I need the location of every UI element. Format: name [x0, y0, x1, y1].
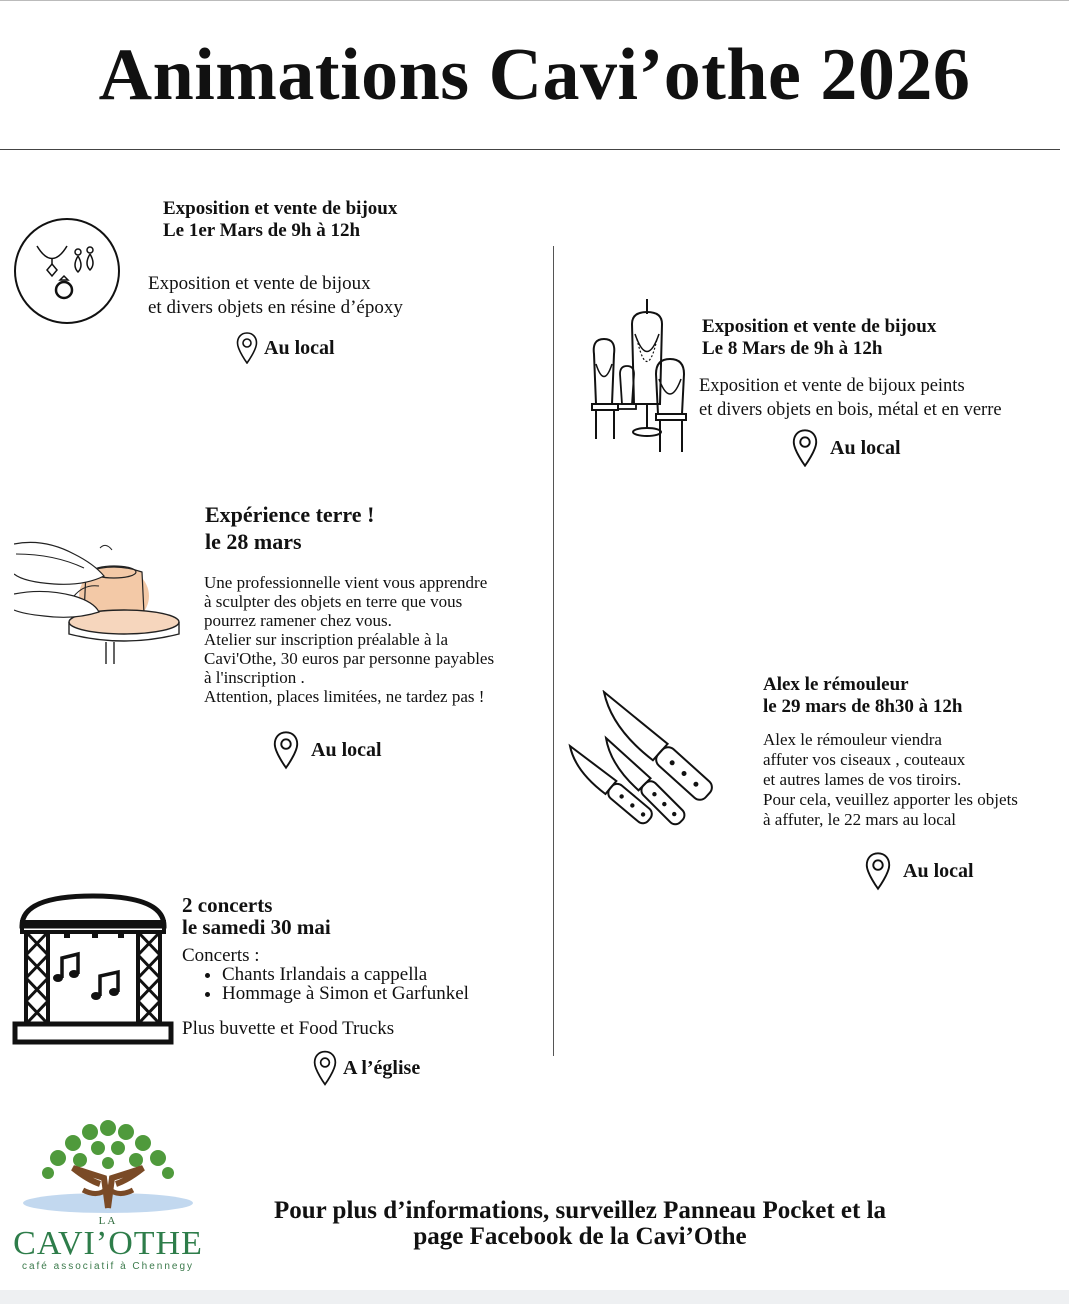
event-terre-location — [273, 730, 382, 770]
event-bijoux2-desc-line: Exposition et vente de bijoux peints — [699, 376, 965, 396]
footer-info — [180, 1198, 980, 1250]
event-bijoux1-desc-line: Exposition et vente de bijoux — [148, 273, 371, 294]
event-concerts-date: le samedi 30 mai — [182, 915, 331, 939]
jewelry-circle-icon — [12, 216, 122, 331]
event-terre-desc-line: Une professionnelle vient vous apprendre — [204, 573, 488, 592]
location-label: Au local — [830, 436, 901, 459]
event-terre-desc — [204, 573, 494, 706]
event-bijoux2-name: Exposition et vente de bijoux — [702, 316, 937, 337]
event-remouleur-title — [763, 674, 963, 718]
location-label: Au local — [903, 859, 974, 882]
event-concerts-title — [182, 894, 331, 938]
event-terre-desc-line: pourrez ramener chez vous. — [204, 611, 392, 630]
event-terre-name: Expérience terre ! — [205, 502, 375, 527]
stage-music-icon — [12, 892, 174, 1052]
tree-hands-logo-icon — [8, 1118, 208, 1218]
event-concerts-desc — [182, 946, 469, 1038]
event-remouleur-location — [865, 851, 974, 891]
top-border — [0, 0, 1069, 1]
center-divider — [553, 246, 554, 1056]
event-remouleur-desc-line: Pour cela, veuillez apporter les objets — [763, 790, 1018, 809]
pottery-wheel-icon — [14, 524, 184, 674]
event-bijoux1-title — [163, 198, 397, 242]
event-bijoux2-date: Le 8 Mars de 9h à 12h — [702, 338, 883, 359]
list-item: • Chants Irlandais a cappella — [222, 965, 469, 984]
map-pin-icon — [865, 851, 891, 891]
bottom-strip — [0, 1290, 1069, 1304]
event-remouleur-name: Alex le rémouleur — [763, 674, 909, 695]
event-remouleur-date: le 29 mars de 8h30 à 12h — [763, 696, 963, 717]
title-divider — [0, 149, 1060, 150]
event-remouleur-desc-line: Alex le rémouleur viendra — [763, 730, 942, 749]
map-pin-icon — [236, 332, 258, 364]
event-bijoux2-desc — [699, 374, 1002, 422]
event-bijoux1-desc — [148, 272, 403, 320]
jewelry-display-icon — [582, 294, 692, 459]
event-terre-desc-line: à l'inscription . — [204, 668, 305, 687]
event-bijoux1-location — [236, 332, 335, 364]
event-terre-desc-line: Attention, places limitées, ne tardez pas ! — [204, 687, 485, 706]
map-pin-icon — [792, 429, 818, 467]
event-concerts-location — [313, 1049, 420, 1087]
event-concerts-extra: Plus buvette et Food Trucks — [182, 1018, 395, 1039]
logo-subtitle: café associatif à Chennegy — [21, 1261, 195, 1272]
event-terre-date: le 28 mars — [205, 529, 302, 554]
caviothe-logo — [8, 1118, 208, 1272]
list-item: • Hommage à Simon et Garfunkel — [222, 984, 469, 1003]
event-bijoux1-date: Le 1er Mars de 9h à 12h — [163, 220, 361, 241]
location-label: A l’église — [343, 1056, 421, 1079]
logo-la: LA — [98, 1215, 118, 1227]
page-title: Animations Cavi’othe 2026 — [98, 34, 971, 116]
event-concerts-name: 2 concerts — [182, 893, 273, 917]
event-bijoux2-title — [702, 316, 936, 360]
event-remouleur-desc-line: affuter vos ciseaux , couteaux — [763, 750, 966, 769]
event-remouleur-desc-line: et autres lames de vos tiroirs. — [763, 770, 962, 789]
event-terre-title — [205, 501, 374, 555]
footer-line: page Facebook de la Cavi’Othe — [413, 1223, 747, 1250]
event-terre-desc-line: Atelier sur inscription préalable à la — [204, 630, 449, 649]
event-remouleur-desc — [763, 730, 1018, 830]
footer-line: Pour plus d’informations, surveillez Panneau Pocket et la — [273, 1197, 887, 1224]
location-label: Au local — [311, 738, 382, 761]
event-concerts-list — [182, 965, 469, 1003]
map-pin-icon — [313, 1049, 337, 1087]
event-terre-desc-line: Cavi'Othe, 30 euros par personne payables — [204, 649, 495, 668]
location-label: Au local — [264, 336, 335, 359]
knives-icon — [566, 690, 726, 850]
event-bijoux1-name: Exposition et vente de bijoux — [163, 198, 398, 219]
event-terre-desc-line: à sculpter des objets en terre que vous — [204, 592, 463, 611]
event-bijoux1-desc-line: et divers objets en résine d’époxy — [148, 297, 403, 318]
logo-name: CAVI’OTHE — [13, 1225, 203, 1262]
event-concerts-intro: Concerts : — [182, 945, 260, 966]
event-bijoux2-desc-line: et divers objets en bois, métal et en verre — [699, 400, 1002, 420]
map-pin-icon — [273, 730, 299, 770]
event-bijoux2-location — [792, 429, 901, 467]
event-remouleur-desc-line: à affuter, le 22 mars au local — [763, 810, 957, 829]
